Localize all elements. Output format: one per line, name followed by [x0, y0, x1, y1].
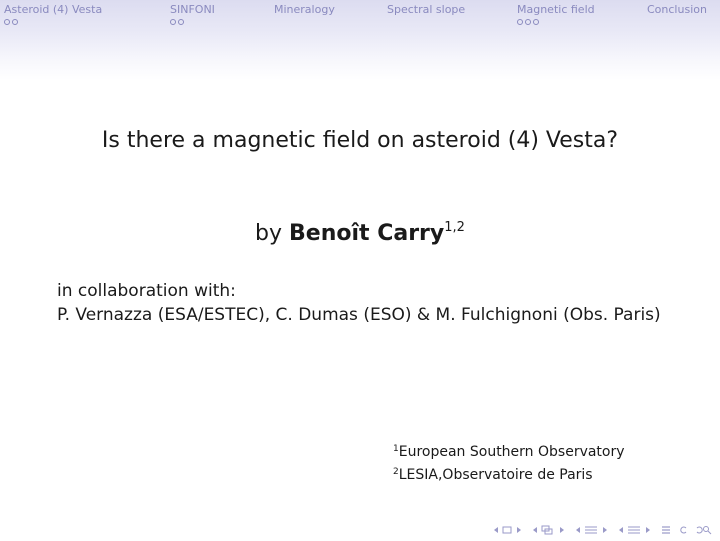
nav-section-dots [170, 19, 215, 25]
author-line [0, 220, 720, 246]
affiliation-item [393, 462, 625, 485]
slide-title: Is there a magnetic field on asteroid (4) Vesta? [101, 128, 619, 153]
nav-section-asteroid-vesta[interactable] [4, 3, 102, 25]
affiliation-number: 2 [393, 467, 399, 477]
nav-section-label: SINFONI [170, 3, 215, 16]
section-nav[interactable] [575, 525, 609, 535]
collaboration-intro: in collaboration with: [57, 281, 236, 301]
nav-frame-dot[interactable] [178, 19, 184, 25]
document-nav[interactable] [618, 525, 652, 535]
document-nav-icon [618, 525, 652, 535]
affiliations-block [393, 439, 625, 485]
nav-section-label: Mineralogy [274, 3, 335, 16]
frame-nav[interactable] [493, 525, 523, 535]
nav-frame-dot[interactable] [533, 19, 539, 25]
affiliation-text: LESIA,Observatoire de Paris [398, 467, 593, 483]
beamer-navigation-controls [493, 525, 712, 535]
collaboration-block [57, 279, 677, 327]
nav-frame-dot[interactable] [517, 19, 523, 25]
search-nav[interactable] [680, 525, 712, 535]
nav-section-label: Asteroid (4) Vesta [4, 3, 103, 16]
nav-section-magnetic-field[interactable] [517, 3, 595, 25]
nav-frame-dot[interactable] [170, 19, 176, 25]
appendix-nav[interactable] [661, 525, 671, 535]
collaborator-names: P. Vernazza (ESA/ESTEC), C. Dumas (ESO) & M. Fulchignoni (Obs. Paris) [57, 305, 661, 325]
nav-section-dots [4, 19, 102, 25]
appendix-icon [661, 525, 671, 535]
nav-section-conclusion[interactable] [647, 3, 707, 17]
affiliation-text: European Southern Observatory [398, 444, 625, 460]
nav-section-label: Conclusion [647, 3, 707, 16]
back-forward-search-icon [680, 525, 712, 535]
nav-section-label: Magnetic field [517, 3, 595, 16]
by-prefix: by [255, 221, 283, 246]
section-nav-icon [575, 525, 609, 535]
nav-section-mineralogy[interactable] [274, 3, 335, 17]
nav-section-spectral-slope[interactable] [387, 3, 465, 17]
subsection-nav[interactable] [532, 525, 566, 535]
nav-section-sinfoni[interactable] [170, 3, 215, 25]
author-name: Benoît Carry [289, 221, 445, 246]
nav-frame-dot[interactable] [525, 19, 531, 25]
subsection-nav-icon [532, 525, 566, 535]
nav-section-dots [517, 19, 595, 25]
navigation-header [0, 0, 720, 80]
nav-frame-dot[interactable] [12, 19, 18, 25]
affiliation-item [393, 439, 625, 462]
nav-section-label: Spectral slope [387, 3, 466, 16]
frame-nav-icon [493, 525, 523, 535]
nav-frame-dot[interactable] [4, 19, 10, 25]
author-affiliation-marker: 1,2 [444, 220, 465, 235]
affiliation-number: 1 [393, 444, 399, 454]
